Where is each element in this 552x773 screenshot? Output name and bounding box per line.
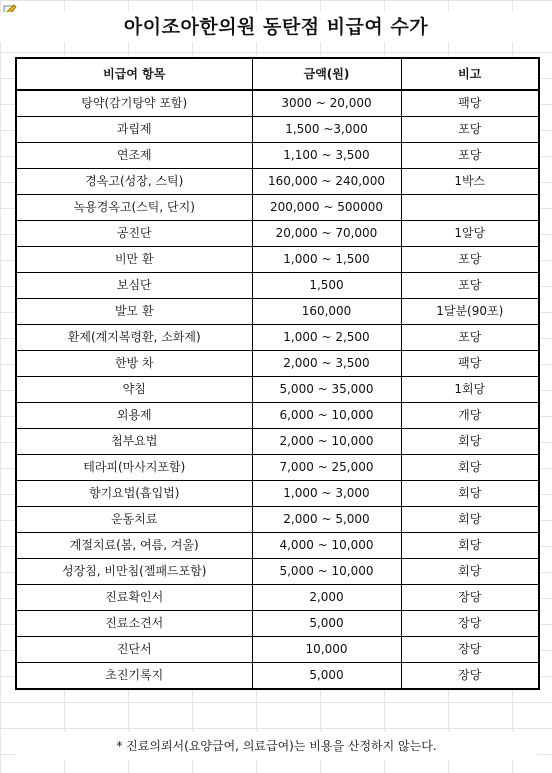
cell-item: 초진기록지 — [16, 663, 252, 690]
header-note: 비고 — [401, 58, 539, 90]
cell-amount: 10,000 — [252, 637, 401, 663]
table-row — [16, 351, 539, 377]
cell-amount: 2,000 — [252, 585, 401, 611]
header-item: 비급여 항목 — [16, 58, 252, 90]
cell-note: 회당 — [401, 481, 539, 507]
cell-item: 연조제 — [16, 143, 252, 169]
table-row — [16, 507, 539, 533]
cell-amount: 5,000 ~ 10,000 — [252, 559, 401, 585]
cell-item: 계절치료(봄, 여름, 겨울) — [16, 533, 252, 559]
cell-amount: 160,000 — [252, 299, 401, 325]
cell-note: 회당 — [401, 429, 539, 455]
table-row — [16, 559, 539, 585]
table-row — [16, 637, 539, 663]
cell-amount: 2,000 ~ 5,000 — [252, 507, 401, 533]
cell-item: 발모 환 — [16, 299, 252, 325]
cell-note: 포당 — [401, 247, 539, 273]
cell-note: 1알당 — [401, 221, 539, 247]
table-row — [16, 195, 539, 221]
table-row — [16, 325, 539, 351]
cell-amount: 1,500 ~3,000 — [252, 117, 401, 143]
cell-item: 첩부요법 — [16, 429, 252, 455]
cell-note: 회당 — [401, 507, 539, 533]
cell-amount: 5,000 — [252, 611, 401, 637]
cell-item: 환제(계지복령환, 소화제) — [16, 325, 252, 351]
cell-item: 과립제 — [16, 117, 252, 143]
cell-item: 녹용경옥고(스틱, 단지) — [16, 195, 252, 221]
table-row — [16, 169, 539, 195]
cell-note: 장당 — [401, 585, 539, 611]
cell-item: 성장침, 비만침(젤패드포함) — [16, 559, 252, 585]
cell-amount: 1,500 — [252, 273, 401, 299]
cell-item: 외용제 — [16, 403, 252, 429]
table-row — [16, 481, 539, 507]
table-row — [16, 533, 539, 559]
cell-item: 한방 차 — [16, 351, 252, 377]
cell-note: 회당 — [401, 455, 539, 481]
cell-item: 약침 — [16, 377, 252, 403]
cell-note: 1박스 — [401, 169, 539, 195]
cell-item: 향기요법(흡입법) — [16, 481, 252, 507]
cell-note: 회당 — [401, 533, 539, 559]
cell-note: 회당 — [401, 559, 539, 585]
cell-item: 진단서 — [16, 637, 252, 663]
table-row — [16, 221, 539, 247]
cell-amount: 6,000 ~ 10,000 — [252, 403, 401, 429]
table-row — [16, 455, 539, 481]
footnote: * 진료의뢰서(요양급여, 의료급여)는 비용을 산정하지 않는다. — [15, 732, 538, 760]
table-row — [16, 143, 539, 169]
table-row — [16, 585, 539, 611]
cell-amount: 1,000 ~ 2,500 — [252, 325, 401, 351]
cell-note — [401, 195, 539, 221]
cell-item: 진료확인서 — [16, 585, 252, 611]
cell-note: 포당 — [401, 325, 539, 351]
cell-note: 장당 — [401, 663, 539, 690]
cell-amount: 4,000 ~ 10,000 — [252, 533, 401, 559]
cell-item: 보심단 — [16, 273, 252, 299]
cell-amount: 1,000 ~ 3,000 — [252, 481, 401, 507]
cell-note: 1회당 — [401, 377, 539, 403]
cell-note: 포당 — [401, 117, 539, 143]
table-row — [16, 377, 539, 403]
cell-amount: 160,000 ~ 240,000 — [252, 169, 401, 195]
table-row — [16, 90, 539, 117]
cell-item: 탕약(감기탕약 포함) — [16, 90, 252, 117]
table-row — [16, 429, 539, 455]
cell-amount: 3000 ~ 20,000 — [252, 90, 401, 117]
table-row — [16, 403, 539, 429]
cell-item: 경옥고(성장, 스틱) — [16, 169, 252, 195]
cell-note: 포당 — [401, 273, 539, 299]
cell-note: 1달분(90포) — [401, 299, 539, 325]
cell-item: 테라피(마사지포함) — [16, 455, 252, 481]
cell-amount: 2,000 ~ 3,500 — [252, 351, 401, 377]
table-row — [16, 663, 539, 690]
page-title: 아이조아한의원 동탄점 비급여 수가 — [0, 12, 552, 42]
cell-note: 장당 — [401, 611, 539, 637]
cell-amount: 200,000 ~ 500000 — [252, 195, 401, 221]
cell-amount: 7,000 ~ 25,000 — [252, 455, 401, 481]
cell-amount: 5,000 ~ 35,000 — [252, 377, 401, 403]
cell-note: 포당 — [401, 143, 539, 169]
cell-amount: 20,000 ~ 70,000 — [252, 221, 401, 247]
cell-note: 장당 — [401, 637, 539, 663]
cell-item: 진료소견서 — [16, 611, 252, 637]
cell-amount: 1,000 ~ 1,500 — [252, 247, 401, 273]
cell-note: 팩당 — [401, 90, 539, 117]
table-row — [16, 117, 539, 143]
header-amount: 금액(원) — [252, 58, 401, 90]
cell-note: 개당 — [401, 403, 539, 429]
table-row — [16, 273, 539, 299]
cell-amount: 1,100 ~ 3,500 — [252, 143, 401, 169]
table-row — [16, 299, 539, 325]
cell-note: 팩당 — [401, 351, 539, 377]
price-table — [15, 57, 540, 690]
cell-item: 비만 환 — [16, 247, 252, 273]
cell-item: 공진단 — [16, 221, 252, 247]
cell-amount: 2,000 ~ 10,000 — [252, 429, 401, 455]
cell-amount: 5,000 — [252, 663, 401, 690]
cell-item: 운동치료 — [16, 507, 252, 533]
table-header-row — [16, 58, 539, 90]
table-row — [16, 611, 539, 637]
table-row — [16, 247, 539, 273]
